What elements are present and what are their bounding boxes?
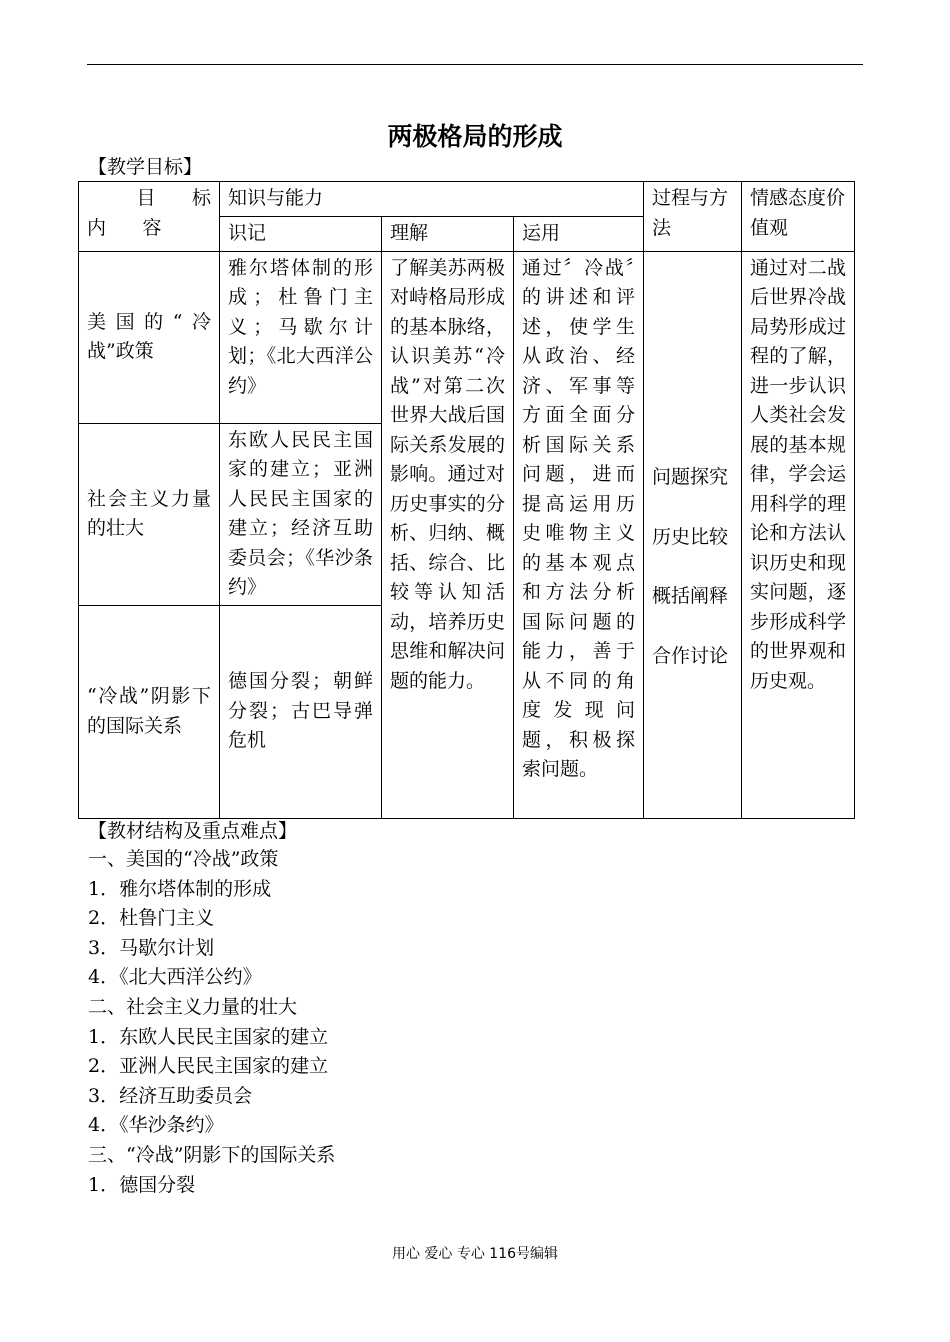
apply-cell: 通过〞冷战〞的讲述和评述，使学生从政治、经济、军事等方面全面分析国际关系问题，进而提高运用历史唯物主义的基本观点和方法分析国际问题的能力，善于从不同的角度发现问题，积极探索问题。 xyxy=(514,251,644,818)
apply-header: 运用 xyxy=(514,217,644,252)
method-item: 历史比较 xyxy=(652,525,729,548)
understand-cell: 了解美苏两极对峙格局形成的基本脉络，认识美苏“冷战”对第二次世界大战后国际关系发展的影响。通过对历史事实的分析、归纳、概括、综合、比较等认知活动，培养历史思维和解决问题的能力。 xyxy=(382,251,514,818)
content-cell-socialism-growth: 社会主义力量的壮大 xyxy=(79,423,220,605)
process-method-header: 过程与方法 xyxy=(644,182,742,252)
outline-item: 一、美国的“冷战”政策 xyxy=(88,848,279,870)
method-item: 合作讨论 xyxy=(652,644,729,667)
outline-item: 三、“冷战”阴影下的国际关系 xyxy=(88,1143,336,1166)
outline-item: 4．《北大西洋公约》 xyxy=(88,966,262,989)
header-rule xyxy=(87,64,863,65)
page-title: 两极格局的形成 xyxy=(387,122,563,151)
recall-cell-socialism-growth: 东欧人民民主国家的建立；亚洲人民民主国家的建立；经济互助委员会；《华沙条约》 xyxy=(220,423,382,605)
corner-header-bottom: 内 容 xyxy=(87,216,162,239)
corner-header-top: 目 标 xyxy=(136,187,227,209)
content-cell-international-relations: “冷战”阴影下的国际关系 xyxy=(79,605,220,818)
section-heading-structure: 【教材结构及重点难点】 xyxy=(88,820,298,842)
recall-header: 识记 xyxy=(220,217,382,252)
outline-item: 3．经济互助委员会 xyxy=(88,1084,253,1107)
corner-header-cell xyxy=(79,182,227,252)
methods-cell xyxy=(644,251,742,818)
teaching-goals-table xyxy=(78,181,855,819)
understand-header: 理解 xyxy=(382,217,514,252)
outline-item: 3．马歇尔计划 xyxy=(88,936,215,959)
recall-cell-international-relations: 德国分裂；朝鲜分裂；古巴导弹危机 xyxy=(220,605,382,818)
method-item: 概括阐释 xyxy=(652,585,729,607)
outline-item: 1．雅尔塔体制的形成 xyxy=(88,877,272,900)
outline-list xyxy=(88,845,335,1200)
outline-item: 1．东欧人民民主国家的建立 xyxy=(88,1025,329,1048)
outline-item: 二、社会主义力量的壮大 xyxy=(88,995,298,1018)
outline-item: 4．《华沙条约》 xyxy=(88,1114,224,1137)
outline-item: 2．亚洲人民民主国家的建立 xyxy=(88,1055,329,1078)
method-item: 问题探究 xyxy=(652,466,729,488)
emotion-values-cell: 通过对二战后世界冷战局势形成过程的了解，进一步认识人类社会发展的基本规律，学会运用科学的理论和方法认识历史和现实问题，逐步形成科学的世界观和历史观。 xyxy=(742,251,855,818)
page-footer: 用心 爱心 专心 116号编辑 xyxy=(391,1246,559,1262)
emotion-values-header: 情感态度价值观 xyxy=(742,182,855,252)
outline-item: 2．杜鲁门主义 xyxy=(88,907,215,930)
content-cell-cold-war-policy: 美国的“冷战”政策 xyxy=(79,251,220,423)
recall-cell-cold-war-policy: 雅尔塔体制的形成；杜鲁门主义；马歇尔计划；《北大西洋公约》 xyxy=(220,251,382,423)
section-heading-teaching-goals: 【教学目标】 xyxy=(88,156,203,178)
knowledge-header: 知识与能力 xyxy=(220,182,644,217)
outline-item: 1．德国分裂 xyxy=(88,1173,196,1196)
